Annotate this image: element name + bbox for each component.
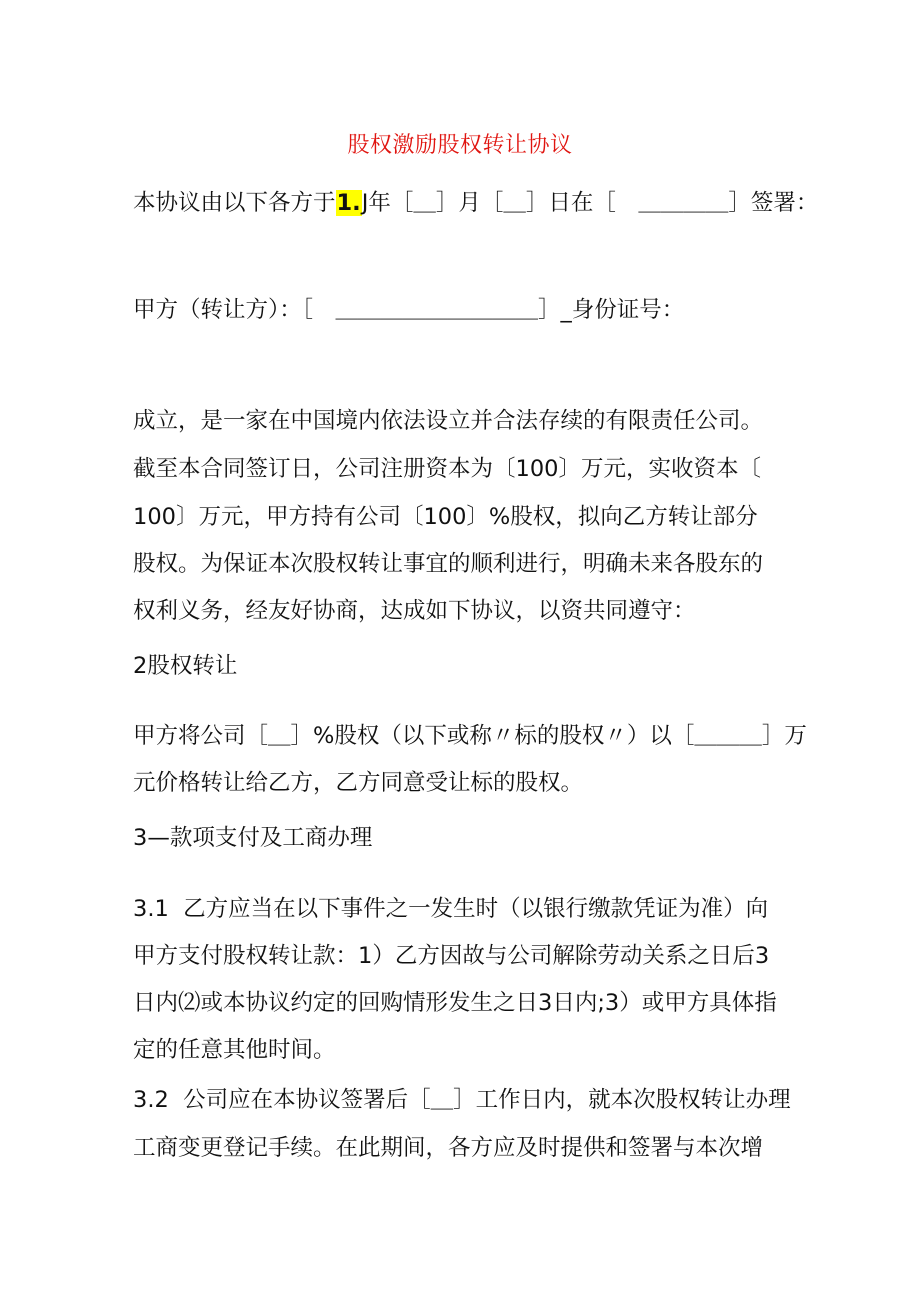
body-line: 权利义务，经友好协商，达成如下协议，以资共同遵守： xyxy=(133,598,696,624)
section2-line: 元价格转让给乙方，乙方同意受让标的股权。 xyxy=(133,770,584,796)
party-a-line: 甲方（转让方）：［ ＿＿＿＿＿＿＿＿＿］_身份证号： xyxy=(133,297,685,323)
document-title: 股权激励股权转让协议 xyxy=(347,133,573,158)
highlighted-text: 1. xyxy=(336,190,361,216)
body-line: 股权。为保证本次股权转让事宜的顺利进行，明确未来各股东的 xyxy=(133,551,764,577)
section31-line: 3.1 乙方应当在以下事件之一发生时（以银行缴款凭证为准）向 xyxy=(133,896,769,922)
section2-line: 甲方将公司［＿］%股权（以下或称〃标的股权〃）以［＿＿＿］万 xyxy=(133,723,807,749)
body-line: 截至本合同签订日，公司注册资本为〔100〕万元，实收资本〔 xyxy=(133,456,761,482)
section31-line: 甲方支付股权转让款：1）乙方因故与公司解除劳动关系之日后3 xyxy=(133,943,770,969)
body-line: 成立，是一家在中国境内依法设立并合法存续的有限责任公司。 xyxy=(133,408,764,434)
intro-text-after: J年［＿］月［＿］日在［ ＿＿＿＿］签署： xyxy=(361,190,819,216)
intro-text-before: 本协议由以下各方于 xyxy=(133,190,336,216)
section-heading-3: 3—款项支付及工商办理 xyxy=(133,825,373,851)
section-heading-2: 2股权转让 xyxy=(133,653,238,679)
section31-line: 定的任意其他时间。 xyxy=(133,1037,336,1063)
section31-line: 日内⑵或本协议约定的回购情形发生之日3日内;3）或甲方具体指 xyxy=(133,990,777,1016)
intro-line xyxy=(133,192,818,215)
section32-line: 3.2 公司应在本协议签署后［＿］工作日内，就本次股权转让办理 xyxy=(133,1087,791,1113)
body-line: 100〕万元，甲方持有公司〔100〕%股权，拟向乙方转让部分 xyxy=(133,504,758,530)
section32-line: 工商变更登记手续。在此期间，各方应及时提供和签署与本次增 xyxy=(133,1135,764,1161)
